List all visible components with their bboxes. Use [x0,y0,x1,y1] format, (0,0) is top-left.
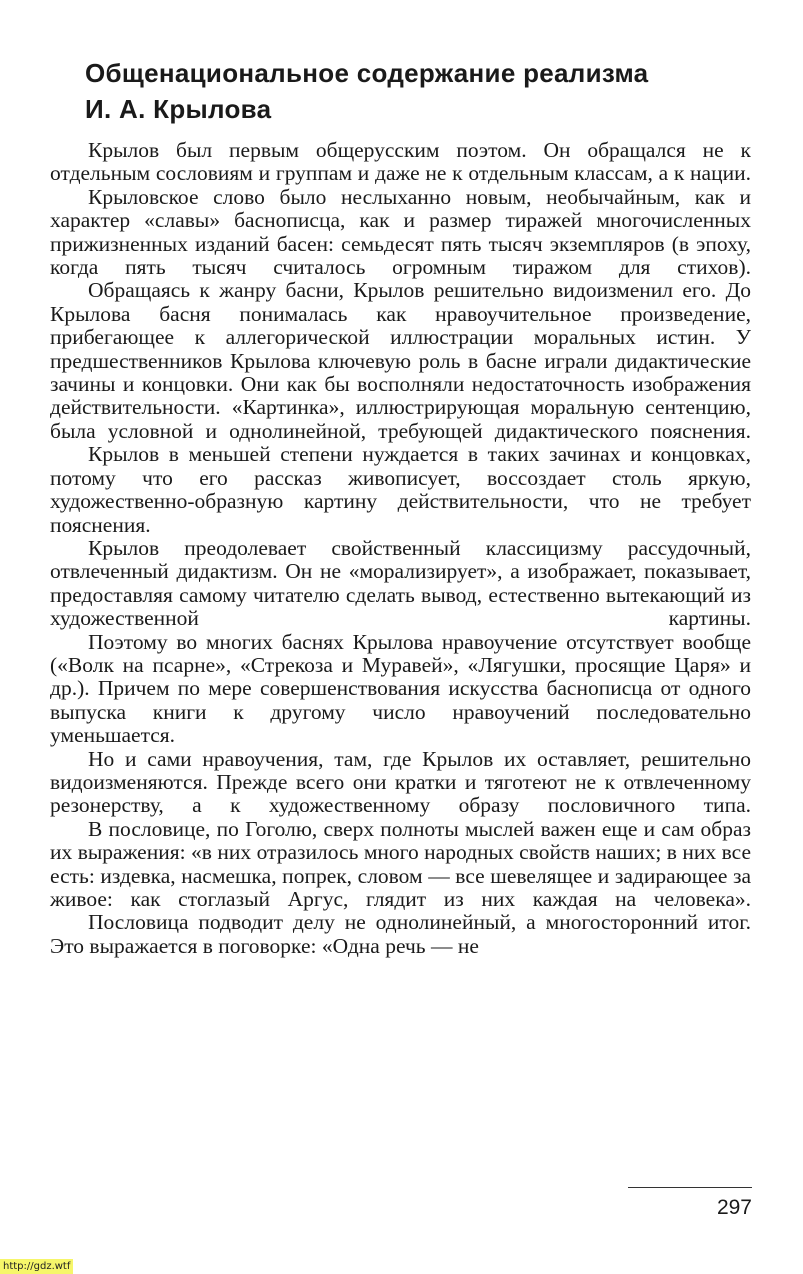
section-title-line-1: Общенациональное содержание реализма [85,58,649,89]
paragraph: Поэтому во многих баснях Крылова нравоучение отсутствует вообще («Волк на псарне», «Стрекоза и Муравей», «Лягушки, просящие Царя» и др.). Причем по мере совершенствования искусства баснописца от одного выпуска книги к другому число нравоучений последовательно уменьшается. [50,629,751,748]
page-number: 297 [716,1196,752,1219]
section-title [85,55,745,127]
body-text [50,139,751,958]
paragraph: Обращаясь к жанру басни, Крылов решительно видоизменил его. До Крылова басня понималась как нравоучительное произведение, прибегающее к аллегорической иллюстрации моральных истин. У предшественников Крылова ключевую роль в басне играли дидактические зачины и концовки. Они как бы восполняли недостаточность изображения действительности. «Картинка», иллюстрирующая моральную сентенцию, была условной и однолинейной, требующей дидактического пояснения. [50,278,751,443]
footer-rule [628,1187,752,1188]
paragraph: Крылов преодолевает свойственный классицизму рассудочный, отвлеченный дидактизм. Он не «морализирует», а изображает, показывает, предоставляя самому читателю сделать вывод, естественно вытекающий из художественной картины. [50,535,751,631]
paragraph: Крыловское слово было неслыханно новым, необычайным, как и характер «славы» баснописца, как и размер тиражей многочисленных прижизненных изданий басен: семьдесят пять тысяч экземпляров (в эпоху, когда пять тысяч считалось огромным тиражом для стихов). [50,184,751,280]
watermark-link[interactable]: http://gdz.wtf [0,1259,73,1274]
paragraph: Но и сами нравоучения, там, где Крылов их оставляет, решительно видоизменяются. Прежде всего они кратки и тяготеют не к отвлеченному резонерству, а к художественному образу пословичного типа. [50,746,751,818]
paragraph: Крылов в меньшей степени нуждается в таких зачинах и концовках, потому что его рассказ живописует, воссоздает столь яркую, художественно-образную картину действительности, что не требует пояснения. [50,442,751,537]
paragraph: Крылов был первым общерусским поэтом. Он обращался не к отдельным сословиям и группам и даже не к отдельным классам, а к нации. [50,138,751,186]
paragraph: В пословице, по Гоголю, сверх полноты мыслей важен еще и сам образ их выражения: «в них отразилось много народных свойств наших; в них все есть: издевка, насмешка, попрек, словом — все шевелящее и задирающее за живое: как стоглазый Аргус, глядит из них каждая на человека». [50,816,751,911]
section-title-line-2: И. А. Крылова [85,94,272,125]
paragraph: Пословица подводит делу не однолинейный, а многосторонний итог. Это выражается в поговорке: «Одна речь — не [50,910,751,958]
